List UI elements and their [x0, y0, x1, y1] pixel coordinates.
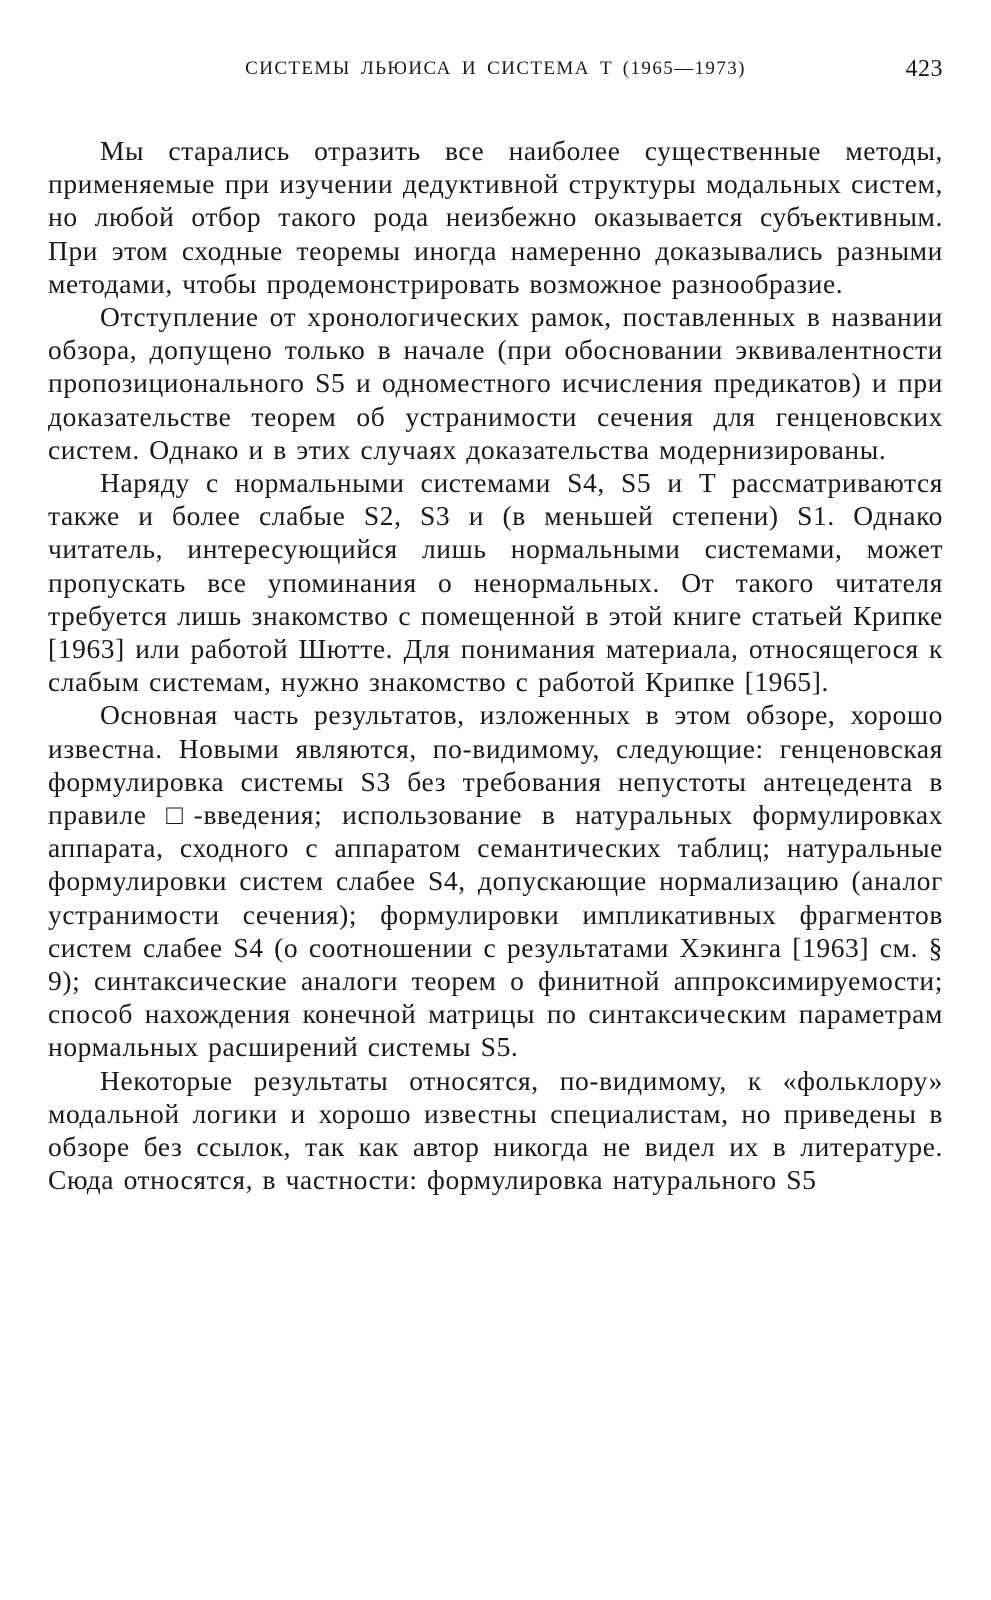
paragraph: Отступление от хронологических рамок, поставленных в названии обзора, допущено только в начале (при обосновании эквивалентности пропозиционального S5 и одноместного исчисления предикатов) и при доказательстве теорем об устранимости сечения для генценовских систем. Однако и в этих случаях доказательства модернизированы. [48, 301, 943, 465]
body-text [48, 134, 943, 1197]
paragraph: Наряду с нормальными системами S4, S5 и T рассматриваются также и более слабые S2, S3 и (в меньшей степени) S1. Однако читатель, интересующийся лишь нормальными системами, может пропускать все упоминания о ненормальных. От такого читателя требуется лишь знакомство с помещенной в этой книге статьей Крипке [1963] или работой Шютте. Для понимания материала, относящегося к слабым системам, нужно знакомство с работой Крипке [1965]. [48, 467, 943, 698]
paragraph: Основная часть результатов, изложенных в этом обзоре, хорошо известна. Новыми являются, по-видимому, следующие: генценовская формулировка системы S3 без требования непустоты антецедента в правиле □-введения; использование в натуральных формулировках аппарата, сходного с аппаратом семантических таблиц; натуральные формулировки систем слабее S4, допускающие нормализацию (аналог устранимости сечения); формулировки импликативных фрагментов систем слабее S4 (о соотношении с результатами Хэкинга [1963] см. § 9); синтаксические аналоги теорем о финитной аппроксимируемости; способ нахождения конечной матрицы по синтаксическим параметрам нормальных расширений системы S5. [48, 699, 943, 1063]
page-number: 423 [905, 56, 943, 82]
book-page [48, 46, 943, 1197]
paragraph: Некоторые результаты относятся, по-видимому, к «фольклору» модальной логики и хорошо известны специалистам, но приведены в обзоре без ссылок, так как автор никогда не видел их в литературе. Сюда относятся, в частности: формулировка натурального S5 [48, 1064, 943, 1196]
running-title: СИСТЕМЫ ЛЬЮИСА И СИСТЕМА T (1965—1973) [245, 58, 746, 79]
paragraph: Мы старались отразить все наиболее существенные методы, применяемые при изучении дедуктивной структуры модальных систем, но любой отбор такого рода неизбежно оказывается субъективным. При этом сходные теоремы иногда намеренно доказывались разными методами, чтобы продемонстрировать возможное разнообразие. [48, 135, 943, 299]
running-head [48, 46, 943, 96]
